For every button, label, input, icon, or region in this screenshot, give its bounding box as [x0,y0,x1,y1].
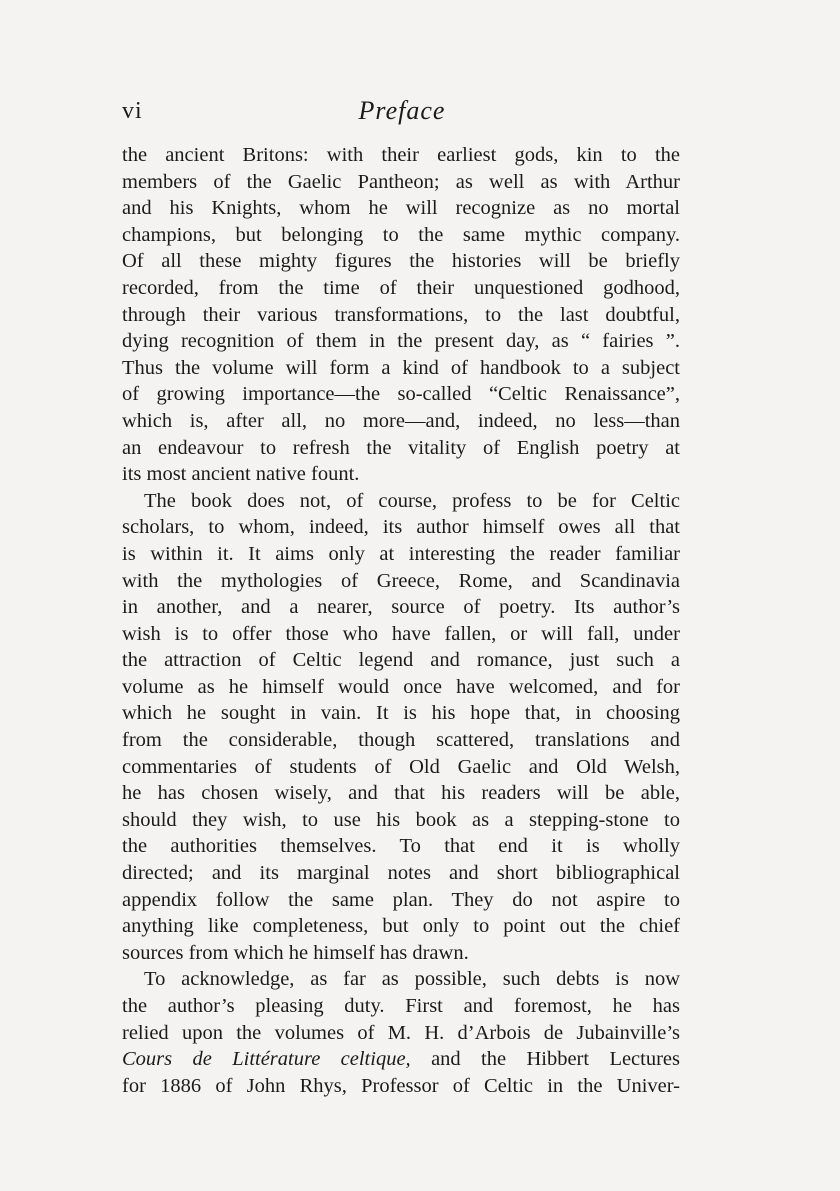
paragraph-first-line: To acknowledge, as far as possible, such debts is now [144,968,680,991]
text-line: anything like completeness, but only to point out the chief [122,915,680,938]
text-line: with the mythologies of Greece, Rome, and Scandinavia [122,569,680,592]
text-line: relied upon the volumes of M. H. d’Arbois de Jubainville’s [122,1021,680,1044]
text-line: the author’s pleasing duty. First and foremost, he has [122,995,680,1017]
page-number: vi [122,98,143,124]
text-line: commentaries of students of Old Gaelic and Old Welsh, [122,755,680,778]
text-line: is within it. It aims only at interesting the reader familiar [122,542,680,565]
text-line-with-title [122,1046,680,1073]
text-line: Thus the volume will form a kind of handbook to a subject [122,356,680,379]
text-line: appendix follow the same plan. They do not aspire to [122,888,680,911]
text-line: which is, after all, no more—and, indeed, no less—than [122,409,680,432]
text-line: through their various transformations, to the last doubtful, [122,303,680,326]
text-line: champions, but belonging to the same mythic company. [122,223,680,246]
page-header [122,98,682,132]
running-title: Preface [358,96,446,125]
text-line: directed; and its marginal notes and short bibliographical [122,862,680,885]
body-text [122,142,680,1099]
text-line: should they wish, to use his book as a stepping-stone to [122,808,680,831]
text-line: volume as he himself would once have welcomed, and for [122,675,680,698]
paragraph-first-line: The book does not, of course, profess to be for Celtic [144,489,680,512]
text-line: the ancient Britons: with their earliest gods, kin to the [122,144,680,166]
text-line: in another, and a nearer, source of poetry. Its author’s [122,596,680,619]
paragraph-end-line: its most ancient native fount. [122,463,360,486]
text-line: scholars, to whom, indeed, its author himself owes all that [122,516,680,539]
paragraph-end-line: sources from which he himself has drawn. [122,941,469,964]
text-line: which he sought in vain. It is his hope that, in choosing [122,702,680,725]
text-line: the attraction of Celtic legend and romance, just such a [122,649,680,672]
italic-book-title: Cours de Littérature celtique, [122,1048,411,1071]
text-line: members of the Gaelic Pantheon; as well as with Arthur [122,170,680,193]
text-line: an endeavour to refresh the vitality of English poetry at [122,436,680,459]
text-line: dying recognition of them in the present day, as “ fairies ”. [122,330,680,353]
text-line: recorded, from the time of their unquestioned godhood, [122,276,680,299]
text-line: for 1886 of John Rhys, Professor of Celtic in the Univer- [122,1074,680,1097]
text-line: from the considerable, though scattered, translations and [122,729,680,752]
text-line: the authorities themselves. To that end it is wholly [122,835,680,858]
text-line: of growing importance—the so-called “Celtic Renaissance”, [122,383,680,406]
text-line: and his Knights, whom he will recognize as no mortal [122,197,680,220]
text-line: he has chosen wisely, and that his readers will be able, [122,782,680,805]
text-line: wish is to offer those who have fallen, or will fall, under [122,622,680,645]
text-fragment: and the Hibbert Lectures [431,1048,681,1071]
text-line: Of all these mighty figures the histories will be briefly [122,250,680,273]
